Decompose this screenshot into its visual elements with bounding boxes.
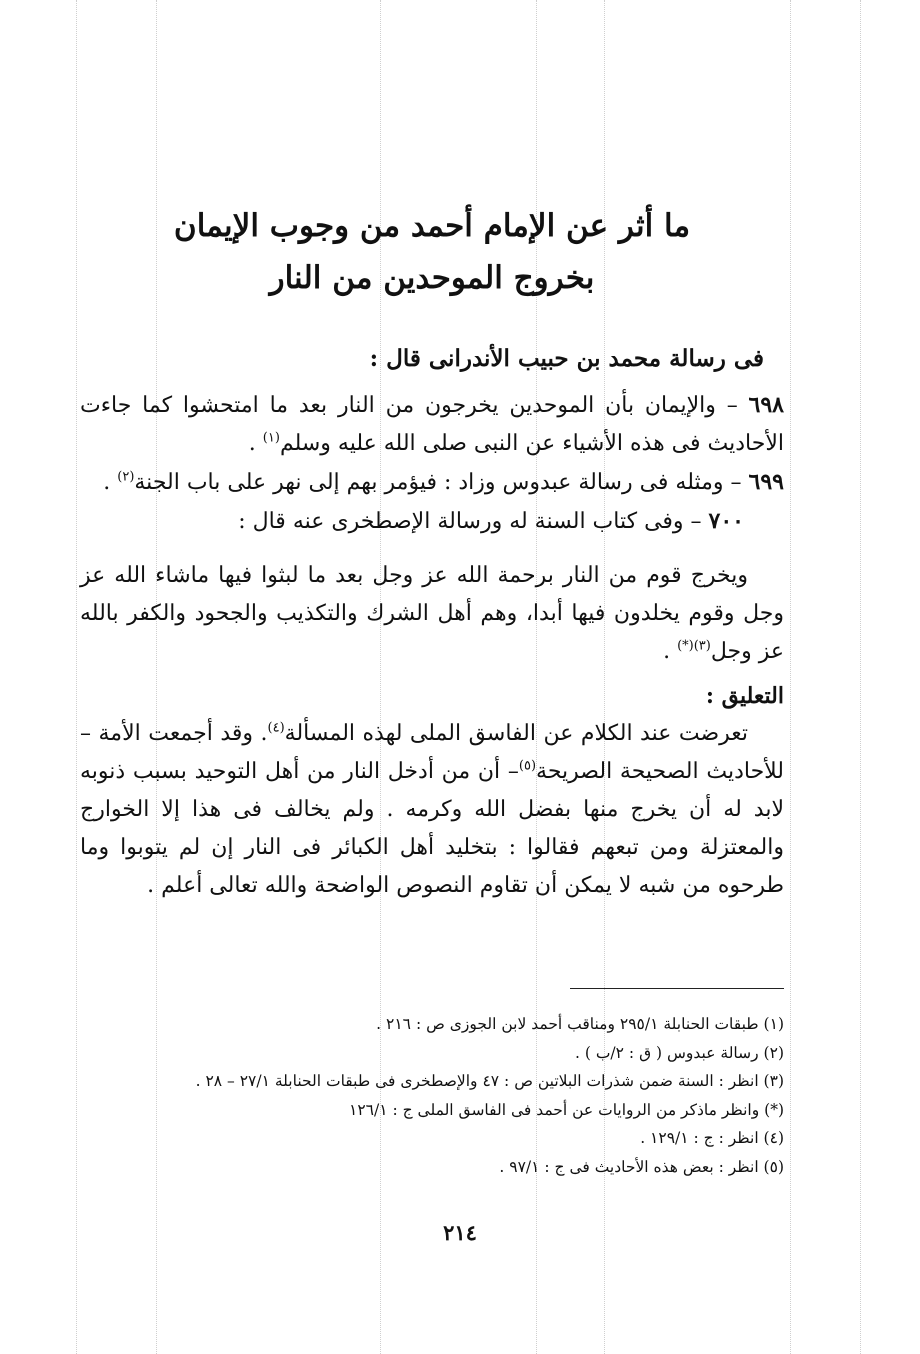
paragraph-number: ٧٠٠ xyxy=(708,508,744,534)
ruler-line xyxy=(790,0,791,1354)
commentary-part-1: تعرضت عند الكلام عن الفاسق الملى لهذه المسألة xyxy=(284,721,749,746)
footnote-ref: (٤) xyxy=(267,720,285,736)
paragraph-699 xyxy=(80,463,784,502)
footnote-star: (*) وانظر ماذكر من الروايات عن أحمد فى الفاسق الملى ج : ١٢٦/١ xyxy=(349,1100,784,1119)
quote-end: . xyxy=(663,639,678,664)
commentary-part-3: – أن من أدخل النار من أهل التوحيد بسبب ذنوبه لابد له أن يخرج منها بفضل الله وكرمه . ولم يخالف فى هذا إلا الخوارج والمعتزلة ومن تبعهم فقالوا : بتخليد أهل الكبائر فى النار إن لم يتوبوا وما طرحوه من شبه لا يمكن أن تقاوم النصوص الواضحة والله تعالى أعلم . xyxy=(80,759,784,898)
paragraph-text: – ومثله فى رسالة عبدوس وزاد : فيؤمر بهم إلى نهر على باب الجنة xyxy=(134,470,749,495)
footnote-5: (٥) انظر : بعض هذه الأحاديث فى ج : ٩٧/١ . xyxy=(499,1157,784,1176)
ruler-line xyxy=(76,0,77,1354)
commentary-part-2: . وقد أجمعت الأمة – للأحاديث الصحيحة الصريحة xyxy=(80,721,784,784)
footnote-separator xyxy=(570,988,784,989)
footnote-2: (٢) رسالة عبدوس ( ق : ٢/ب ) . xyxy=(575,1043,784,1062)
footnote-ref: (٥) xyxy=(518,758,537,774)
quote-body: ويخرج قوم من النار برحمة الله عز وجل بعد ما لبثوا فيها ماشاء الله عز وجل وقوم يخلدون فيها أبدا، وهم أهل الشرك والتكذيب والجحود والكفر بالله عز وجل xyxy=(80,563,784,664)
quoted-text xyxy=(80,557,784,671)
paragraph-number: ٦٩٨ xyxy=(748,392,784,418)
footnote-ref: (١) xyxy=(262,430,280,446)
paragraph-700 xyxy=(80,502,744,541)
paragraph-text: – والإيمان بأن الموحدين يخرجون من النار بعد ما امتحشوا كما جاءت الأحاديث فى هذه الأشياء عن النبى صلى الله عليه وسلم xyxy=(80,393,784,456)
commentary-heading: التعليق : xyxy=(705,683,784,709)
paragraph-end: . xyxy=(248,431,263,456)
paragraph-text: – وفى كتاب السنة له ورسالة الإصطخرى عنه قال : xyxy=(238,509,709,534)
page-title xyxy=(80,200,784,304)
footnotes xyxy=(80,1010,784,1181)
main-text xyxy=(80,200,784,905)
paragraph-number: ٦٩٩ xyxy=(748,469,784,495)
footnote-ref: (٣)(*) xyxy=(677,638,711,654)
paragraph-end: . xyxy=(103,470,118,495)
footnote-3: (٣) انظر : السنة ضمن شذرات البلاتين ص : ٤٧ والإصطخرى فى طبقات الحنابلة ٢٧/١ – ٢٨ . xyxy=(195,1072,784,1090)
page-number: ٢١٤ xyxy=(443,1220,477,1245)
commentary-text xyxy=(80,715,784,905)
intro-line: فى رسالة محمد بن حبيب الأندرانى قال : xyxy=(369,345,764,372)
title-line-2: بخروج الموحدين من النار xyxy=(269,260,595,296)
paragraph-698 xyxy=(80,386,784,463)
footnote-1: (١) طبقات الحنابلة ٢٩٥/١ ومناقب أحمد لابن الجوزى ص : ٢١٦ . xyxy=(376,1015,784,1033)
title-line-1: ما أثر عن الإمام أحمد من وجوب الإيمان xyxy=(173,208,691,244)
footnote-ref: (٢) xyxy=(117,469,135,485)
ruler-line xyxy=(860,0,861,1354)
footnote-4: (٤) انظر : ج : ١٢٩/١ . xyxy=(640,1129,784,1147)
